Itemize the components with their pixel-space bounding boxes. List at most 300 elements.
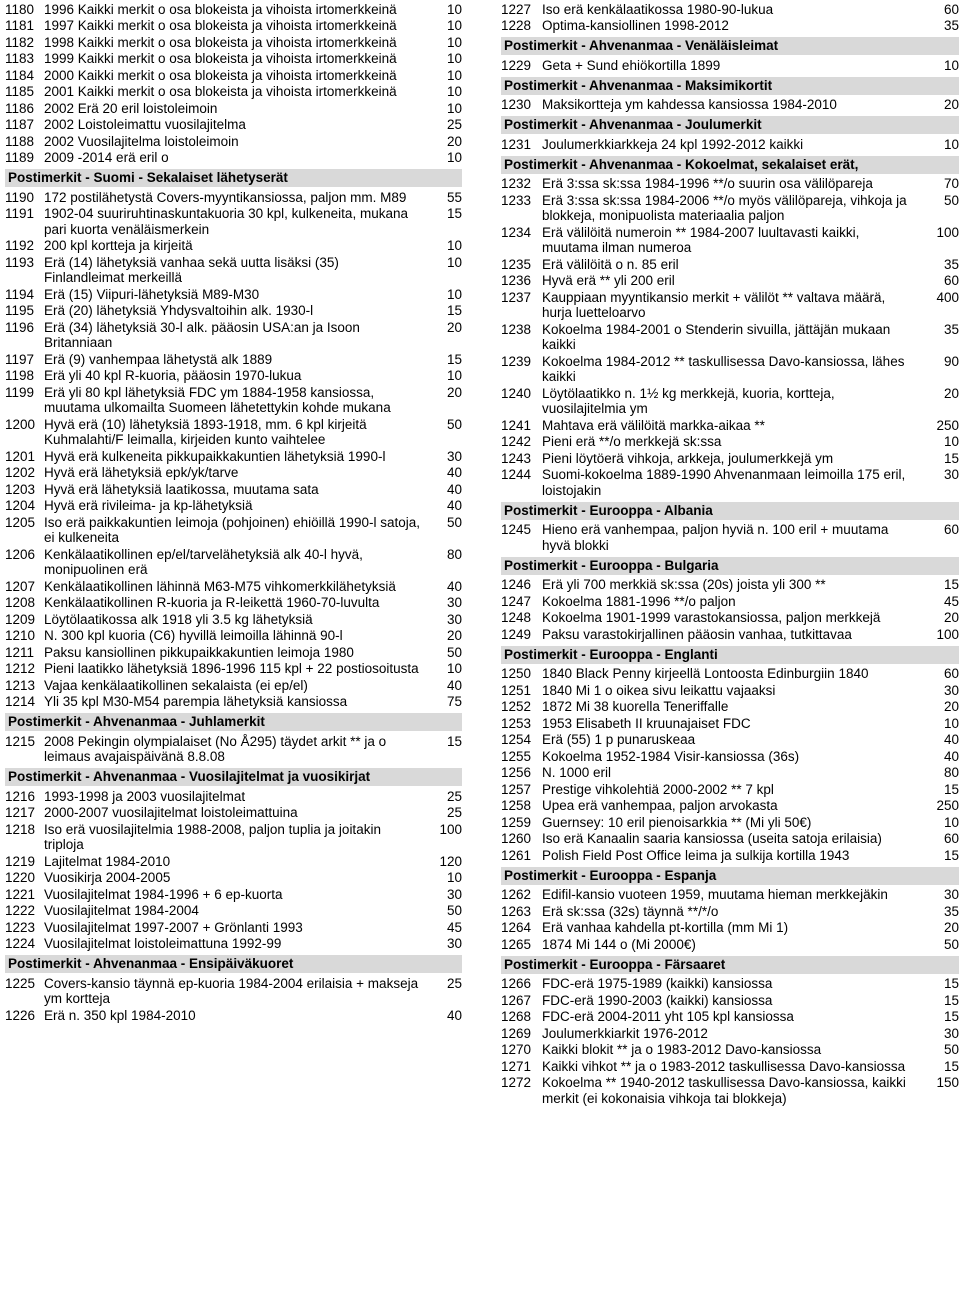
lot-price: 20: [943, 920, 959, 935]
lot-number: 1197: [5, 351, 35, 367]
lot-price: 10: [446, 661, 462, 676]
lot-price: 30: [943, 1025, 959, 1041]
lot-row: [5, 384, 462, 416]
lot-description: Prestige vihkolehtiä 2000-2002 ** 7 kpl: [542, 781, 774, 797]
lot-description: Erä yli 80 kpl lähetyksiä FDC ym 1884-1958 kansiossa, muutama ulkomailta Suomeen lähetettykin kohde mukana: [44, 384, 391, 415]
lot-number: 1266: [501, 976, 532, 991]
lot-price: 10: [446, 84, 462, 99]
lot-number: 1249: [501, 626, 532, 642]
lot-price: 10: [446, 870, 462, 885]
lot-number: 1184: [5, 67, 35, 83]
lot-row: [501, 992, 959, 1009]
section-header: Postimerkit - Ahvenanmaa - Vuosilajitelmat ja vuosikirjat: [5, 768, 462, 786]
lot-row: [501, 847, 959, 864]
lot-description: Edifil-kansio vuoteen 1959, muutama hieman merkkejäkin: [542, 887, 888, 902]
lot-row: [5, 84, 462, 101]
left-column: [5, 1, 462, 1024]
lot-row: [501, 450, 959, 467]
lot-row: [501, 798, 959, 815]
lot-row: [501, 699, 959, 716]
lot-price: 15: [446, 351, 462, 367]
lot-description: Kenkälaatikollinen lähinnä M63-M75 vihkomerkkilähetyksiä: [44, 578, 396, 594]
lot-description: Hyvä erä kulkeneita pikkupaikkakuntien lähetyksiä 1990-l: [44, 448, 386, 464]
section-header: Postimerkit - Eurooppa - Bulgaria: [501, 557, 959, 575]
lot-price: 100: [936, 224, 959, 240]
lot-description: Kokoelma 1984-2001 o Stenderin sivuilla, jättäjän mukaan kaikki: [542, 321, 891, 352]
lot-number: 1239: [501, 353, 532, 369]
lot-description: Hyvä erä lähetyksiä epk/yk/tarve: [44, 465, 239, 480]
lot-price: 50: [446, 416, 462, 432]
lot-number: 1180: [5, 1, 35, 17]
lot-number: 1255: [501, 748, 532, 764]
lot-number: 1206: [5, 546, 36, 562]
lot-price: 35: [943, 321, 959, 337]
lot-description: 1874 Mi 144 o (Mi 2000€): [542, 936, 696, 952]
lot-number: 1264: [501, 920, 532, 935]
lot-price: 10: [446, 150, 462, 165]
lot-row: [5, 448, 462, 465]
lot-row: [501, 920, 959, 937]
lot-price: 20: [943, 699, 959, 714]
lot-number: 1248: [501, 610, 532, 625]
lot-number: 1234: [501, 224, 532, 240]
lot-row: [501, 666, 959, 683]
lot-description: 1993-1998 ja 2003 vuosilajitelmat: [44, 788, 246, 804]
lot-number: 1260: [501, 831, 532, 846]
lot-description: Löytölaatikossa alk 1918 yli 3.5 kg lähetyksiä: [44, 611, 313, 627]
lot-description: Iso erä paikkakuntien leimoja (pohjoinen) ehiöillä 1990-l satoja, ei kulkeneita: [44, 514, 420, 545]
lot-price: 50: [446, 514, 462, 530]
lot-price: 10: [446, 254, 462, 270]
lot-description: Vuosilajitelmat 1984-1996 + 6 ep-kuorta: [44, 886, 283, 902]
lot-price: 40: [446, 677, 462, 693]
lot-description: FDC-erä 1975-1989 (kaikki) kansiossa: [542, 976, 773, 991]
lot-row: [501, 273, 959, 290]
lot-row: [5, 870, 462, 887]
lot-description: Erä (55) 1 p punaruskeaa: [542, 732, 696, 747]
lot-row: [5, 481, 462, 498]
lot-price: 120: [439, 853, 462, 869]
lot-description: Erä yli 700 merkkiä sk:ssa (20s) joista yli 300 **: [542, 577, 826, 592]
lot-number: 1213: [5, 677, 36, 693]
lot-price: 15: [943, 847, 959, 863]
lot-description: Guernsey: 10 eril pienoisarkkia ** (Mi yli 50€): [542, 814, 812, 830]
lot-row: [501, 610, 959, 627]
lot-price: 10: [446, 100, 462, 116]
lot-description: Optima-kansiollinen 1998-2012: [542, 18, 729, 33]
lot-row: [501, 1009, 959, 1026]
lot-row: [5, 578, 462, 595]
lot-description: Kenkälaatikollinen R-kuoria ja R-leikettä 1960-70-luvulta: [44, 595, 380, 610]
lot-price: 40: [446, 498, 462, 513]
lot-description: Lajitelmat 1984-2010: [44, 853, 171, 869]
lot-row: [5, 595, 462, 612]
lot-number: 1208: [5, 595, 36, 610]
lot-price: 20: [446, 319, 462, 335]
lot-number: 1192: [5, 238, 35, 253]
lot-number: 1183: [5, 51, 35, 66]
lot-price: 60: [943, 273, 959, 288]
lot-row: [501, 176, 959, 193]
lot-number: 1270: [501, 1042, 532, 1057]
lot-price: 20: [446, 628, 462, 643]
lot-price: 400: [936, 289, 959, 305]
lot-number: 1233: [501, 192, 532, 208]
lot-number: 1263: [501, 903, 532, 919]
lot-number: 1186: [5, 100, 35, 116]
lot-price: 30: [446, 611, 462, 627]
lot-price: 15: [446, 733, 462, 749]
lot-number: 1189: [5, 150, 35, 165]
lot-row: [5, 611, 462, 628]
lot-number: 1247: [501, 593, 532, 609]
lot-description: Erä (14) lähetyksiä vanhaa sekä uutta lisäksi (35) Finlandleimat merkeillä: [44, 254, 339, 285]
lot-description: Mahtava erä välilöitä markka-aikaa **: [542, 417, 765, 433]
lot-row: [5, 919, 462, 936]
section-header: Postimerkit - Eurooppa - Albania: [501, 502, 959, 520]
lot-number: 1236: [501, 273, 532, 288]
lot-row: [501, 781, 959, 798]
lot-description: Vuosikirja 2004-2005: [44, 870, 171, 885]
lot-price: 10: [446, 18, 462, 33]
lot-number: 1237: [501, 289, 532, 305]
lot-number: 1246: [501, 577, 532, 592]
lot-number: 1259: [501, 814, 532, 830]
lot-price: 25: [446, 975, 462, 991]
lot-number: 1253: [501, 715, 532, 731]
lot-description: Geta + Sund ehiökortilla 1899: [542, 57, 721, 73]
lot-description: Erä 3:ssa sk:ssa 1984-1996 **/o suurin osa välilöpareja: [542, 176, 873, 191]
lot-row: [5, 788, 462, 805]
lot-description: Iso erä kenkälaatikossa 1980-90-lukua: [542, 1, 774, 17]
lot-number: 1198: [5, 368, 35, 383]
lot-number: 1271: [501, 1058, 532, 1074]
lot-row: [501, 577, 959, 594]
lot-description: 200 kpl kortteja ja kirjeitä: [44, 238, 193, 253]
lot-row: [5, 936, 462, 953]
lot-description: 2001 Kaikki merkit o osa blokeista ja vihoista irtomerkkeinä: [44, 84, 397, 99]
section-header: Postimerkit - Suomi - Sekalaiset lähetyserät: [5, 169, 462, 187]
section-header: Postimerkit - Ahvenanmaa - Venäläisleimat: [501, 37, 959, 55]
lot-price: 30: [446, 595, 462, 610]
lot-number: 1209: [5, 611, 36, 627]
lot-description: 1996 Kaikki merkit o osa blokeista ja vihoista irtomerkkeinä: [44, 1, 397, 17]
lot-price: 80: [446, 546, 462, 562]
lot-description: N. 1000 eril: [542, 765, 612, 780]
lot-row: [501, 1042, 959, 1059]
lot-number: 1199: [5, 384, 35, 400]
lot-number: 1202: [5, 465, 36, 480]
lot-price: 15: [943, 1009, 959, 1024]
lot-row: [501, 467, 959, 499]
lot-price: 10: [943, 715, 959, 731]
lot-price: 45: [446, 919, 462, 935]
lot-number: 1223: [5, 919, 36, 935]
lot-description: 2002 Erä 20 eril loistoleimoin: [44, 100, 218, 116]
lot-row: [5, 189, 462, 206]
section-header: Postimerkit - Eurooppa - Färsaaret: [501, 956, 959, 974]
lot-row: [501, 434, 959, 451]
lot-number: 1188: [5, 133, 35, 149]
lot-row: [5, 18, 462, 35]
section-header: Postimerkit - Ahvenanmaa - Kokoelmat, sekalaiset erät,: [501, 156, 959, 174]
lot-price: 15: [943, 577, 959, 592]
lot-price: 35: [943, 903, 959, 919]
lot-row: [501, 1075, 959, 1107]
lot-description: 2002 Loistoleimattu vuosilajitelma: [44, 117, 246, 132]
lot-price: 250: [936, 798, 959, 813]
lot-description: Polish Field Post Office leima ja sulkija kortilla 1943: [542, 847, 850, 863]
lot-price: 10: [446, 67, 462, 83]
lot-price: 15: [943, 781, 959, 797]
lot-description: 172 postilähetystä Covers-myyntikansiossa, paljon mm. M89: [44, 189, 407, 205]
lot-price: 20: [446, 384, 462, 400]
lot-price: 30: [943, 682, 959, 698]
lot-row: [501, 385, 959, 417]
lot-description: 1953 Elisabeth II kruunajaiset FDC: [542, 715, 751, 731]
lot-description: Löytölaatikko n. 1½ kg merkkejä, kuoria, kortteja, vuosilajitelmia ym: [542, 385, 835, 416]
lot-row: [5, 34, 462, 51]
section-header: Postimerkit - Eurooppa - Englanti: [501, 646, 959, 664]
lot-price: 10: [446, 238, 462, 253]
lot-price: 80: [943, 765, 959, 780]
lot-row: [501, 18, 959, 35]
lot-description: Iso erä vuosilajitelmia 1988-2008, paljon tuplia ja joitakin triploja: [44, 821, 381, 852]
lot-row: [5, 416, 462, 448]
lot-description: FDC-erä 1990-2003 (kaikki) kansiossa: [542, 992, 773, 1008]
lot-price: 40: [943, 748, 959, 764]
lot-description: Iso erä Kanaalin saaria kansiossa (useita satoja erilaisia): [542, 831, 882, 846]
lot-price: 250: [936, 417, 959, 433]
lot-row: [5, 133, 462, 150]
lot-number: 1238: [501, 321, 532, 337]
lot-description: Hyvä erä lähetyksiä laatikossa, muutama sata: [44, 481, 319, 497]
lot-description: Erä vanhaa kahdella pt-kortilla (mm Mi 1): [542, 920, 789, 935]
lot-price: 40: [943, 732, 959, 747]
lot-description: Kauppiaan myyntikansio merkit + välilöt ** valtava määrä, hurja luetteloarvo: [542, 289, 886, 320]
lot-number: 1207: [5, 578, 36, 594]
lot-description: 1840 Mi 1 o oikea sivu leikattu vajaaksi: [542, 682, 776, 698]
lot-row: [501, 976, 959, 993]
lot-description: Erä välilöitä o n. 85 eril: [542, 256, 679, 272]
lot-number: 1226: [5, 1007, 36, 1023]
lot-description: Kenkälaatikollinen ep/el/tarvelähetyksiä alk 40-l hyvä, monipuolinen erä: [44, 546, 363, 577]
lot-number: 1265: [501, 936, 532, 952]
lot-number: 1267: [501, 992, 532, 1008]
lot-row: [5, 733, 462, 765]
lot-row: [5, 1, 462, 18]
lot-number: 1269: [501, 1025, 532, 1041]
lot-number: 1224: [5, 936, 36, 951]
lot-number: 1245: [501, 522, 532, 537]
lot-row: [5, 465, 462, 482]
lot-description: Erä (15) Viipuri-lähetyksiä M89-M30: [44, 286, 260, 302]
lot-description: Kaikki vihkot ** ja o 1983-2012 taskullisessa Davo-kansiossa: [542, 1058, 906, 1074]
lot-description: Suomi-kokoelma 1889-1990 Ahvenanmaan leimoilla 175 eril, loistojakin: [542, 467, 906, 498]
lot-number: 1251: [501, 682, 532, 698]
lot-description: Yli 35 kpl M30-M54 parempia lähetyksiä kansiossa: [44, 694, 348, 709]
lot-number: 1258: [501, 798, 532, 813]
lot-description: Vuosilajitelmat 1997-2007 + Grönlanti 1993: [44, 919, 303, 935]
lot-row: [501, 522, 959, 554]
lot-number: 1257: [501, 781, 532, 797]
lot-number: 1261: [501, 847, 532, 863]
lot-number: 1252: [501, 699, 532, 714]
lot-number: 1243: [501, 450, 532, 466]
lot-price: 10: [943, 57, 959, 73]
lot-price: 40: [446, 481, 462, 497]
lot-description: Erä n. 350 kpl 1984-2010: [44, 1007, 196, 1023]
lot-description: N. 300 kpl kuoria (C6) hyvillä leimoilla lähinnä 90-l: [44, 628, 343, 643]
lot-number: 1220: [5, 870, 36, 885]
lot-price: 30: [446, 448, 462, 464]
lot-number: 1218: [5, 821, 36, 837]
lot-description: 1997 Kaikki merkit o osa blokeista ja vihoista irtomerkkeinä: [44, 18, 397, 33]
lot-row: [501, 1058, 959, 1075]
lot-number: 1219: [5, 853, 36, 869]
lot-price: 100: [439, 821, 462, 837]
lot-number: 1221: [5, 886, 36, 902]
lot-price: 50: [943, 1042, 959, 1057]
lot-description: 2002 Vuosilajitelma loistoleimoin: [44, 133, 239, 149]
lot-description: Hyvä erä rivileima- ja kp-lähetyksiä: [44, 498, 253, 513]
lot-price: 55: [446, 189, 462, 205]
lot-price: 10: [943, 434, 959, 449]
lot-number: 1193: [5, 254, 35, 270]
lot-description: Erä yli 40 kpl R-kuoria, pääosin 1970-lukua: [44, 368, 302, 383]
lot-price: 25: [446, 805, 462, 820]
lot-row: [5, 254, 462, 286]
lot-number: 1230: [501, 97, 532, 112]
lot-number: 1231: [501, 136, 532, 152]
lot-row: [501, 353, 959, 385]
lot-description: FDC-erä 2004-2011 yht 105 kpl kansiossa: [542, 1009, 794, 1024]
lot-description: Erä (20) lähetyksiä Yhdysvaltoihin alk. 1930-l: [44, 303, 314, 318]
lot-row: [5, 903, 462, 920]
lot-price: 20: [943, 610, 959, 625]
lot-price: 15: [446, 206, 462, 221]
lot-row: [5, 351, 462, 368]
lot-description: Joulumerkkiarkkeja 24 kpl 1992-2012 kaikki: [542, 136, 804, 152]
lot-row: [5, 100, 462, 117]
lot-row: [5, 661, 462, 678]
lot-number: 1191: [5, 206, 35, 221]
lot-price: 30: [446, 936, 462, 951]
lot-price: 35: [943, 256, 959, 272]
lot-row: [501, 831, 959, 848]
lot-price: 15: [943, 450, 959, 466]
lot-price: 10: [943, 814, 959, 830]
lot-description: Kokoelma 1881-1996 **/o paljon: [542, 593, 736, 609]
lot-number: 1195: [5, 303, 35, 318]
lot-number: 1235: [501, 256, 532, 272]
lot-row: [5, 628, 462, 645]
lot-price: 15: [943, 976, 959, 991]
lot-row: [501, 224, 959, 256]
lot-description: 1999 Kaikki merkit o osa blokeista ja vihoista irtomerkkeinä: [44, 51, 397, 66]
lot-description: 2008 Pekingin olympialaiset (No Å295) täydet arkit ** ja o leimaus avajaispäivänä 8.8.08: [44, 733, 387, 764]
lot-price: 10: [446, 34, 462, 50]
lot-number: 1211: [5, 644, 35, 660]
section-header: Postimerkit - Ahvenanmaa - Ensipäiväkuoret: [5, 955, 462, 973]
lot-description: 1840 Black Penny kirjeellä Lontoosta Edinburgiin 1840: [542, 666, 869, 681]
lot-number: 1244: [501, 467, 532, 482]
lot-price: 50: [943, 936, 959, 952]
lot-row: [501, 765, 959, 782]
lot-row: [501, 682, 959, 699]
lot-price: 50: [446, 644, 462, 660]
lot-number: 1241: [501, 417, 532, 433]
lot-row: [501, 192, 959, 224]
section-header: Postimerkit - Eurooppa - Espanja: [501, 867, 959, 885]
lot-price: 15: [943, 992, 959, 1008]
lot-price: 15: [943, 1058, 959, 1074]
lot-row: [5, 886, 462, 903]
lot-number: 1254: [501, 732, 532, 747]
lot-row: [5, 644, 462, 661]
lot-price: 40: [446, 578, 462, 594]
lot-number: 1212: [5, 661, 36, 676]
lot-description: Paksu varastokirjallinen pääosin vanhaa, tutkittavaa: [542, 626, 852, 642]
lot-row: [5, 51, 462, 68]
lot-price: 50: [446, 903, 462, 918]
section-header: Postimerkit - Ahvenanmaa - Juhlamerkit: [5, 713, 462, 731]
lot-number: 1216: [5, 788, 36, 804]
lot-row: [501, 97, 959, 114]
lot-description: Hyvä erä ** yli 200 eril: [542, 273, 675, 288]
lot-description: Hieno erä vanhempaa, paljon hyviä n. 100 eril + muutama hyvä blokki: [542, 522, 889, 553]
lot-row: [501, 748, 959, 765]
lot-row: [5, 238, 462, 255]
right-column: [501, 1, 959, 1107]
lot-description: Joulumerkkiarkit 1976-2012: [542, 1025, 708, 1041]
lot-description: Maksikortteja ym kahdessa kansiossa 1984-2010: [542, 97, 837, 112]
lot-price: 40: [446, 1007, 462, 1023]
lot-description: Erä (9) vanhempaa lähetystä alk 1889: [44, 351, 273, 367]
lot-number: 1227: [501, 1, 532, 17]
lot-row: [501, 256, 959, 273]
lot-price: 50: [943, 192, 959, 208]
lot-number: 1225: [5, 975, 36, 991]
lot-number: 1194: [5, 286, 35, 302]
lot-description: Pieni löytöerä vihkoja, arkkeja, joulumerkkejä ym: [542, 450, 834, 466]
lot-number: 1187: [5, 117, 35, 132]
lot-description: Vajaa kenkälaatikollinen sekalaista (ei ep/el): [44, 677, 308, 693]
lot-description: Kokoelma 1952-1984 Visir-kansiossa (36s): [542, 748, 800, 764]
section-header: Postimerkit - Ahvenanmaa - Maksimikortit: [501, 77, 959, 95]
lot-description: Upea erä vanhempaa, paljon arvokasta: [542, 798, 778, 813]
lot-row: [501, 1025, 959, 1042]
lot-row: [5, 368, 462, 385]
lot-row: [5, 498, 462, 515]
lot-row: [501, 903, 959, 920]
lot-price: 60: [943, 522, 959, 537]
lot-row: [5, 206, 462, 238]
lot-number: 1200: [5, 416, 36, 432]
lot-number: 1214: [5, 694, 36, 709]
lot-number: 1242: [501, 434, 532, 449]
lot-row: [501, 289, 959, 321]
lot-description: Kaikki blokit ** ja o 1983-2012 Davo-kansiossa: [542, 1042, 822, 1057]
lot-number: 1210: [5, 628, 36, 643]
lot-price: 30: [446, 886, 462, 902]
lot-number: 1229: [501, 57, 532, 73]
lot-row: [5, 286, 462, 303]
lot-price: 100: [936, 626, 959, 642]
lot-price: 20: [446, 133, 462, 149]
lot-description: Vuosilajitelmat loistoleimattuna 1992-99: [44, 936, 282, 951]
section-header: Postimerkit - Ahvenanmaa - Joulumerkit: [501, 116, 959, 134]
